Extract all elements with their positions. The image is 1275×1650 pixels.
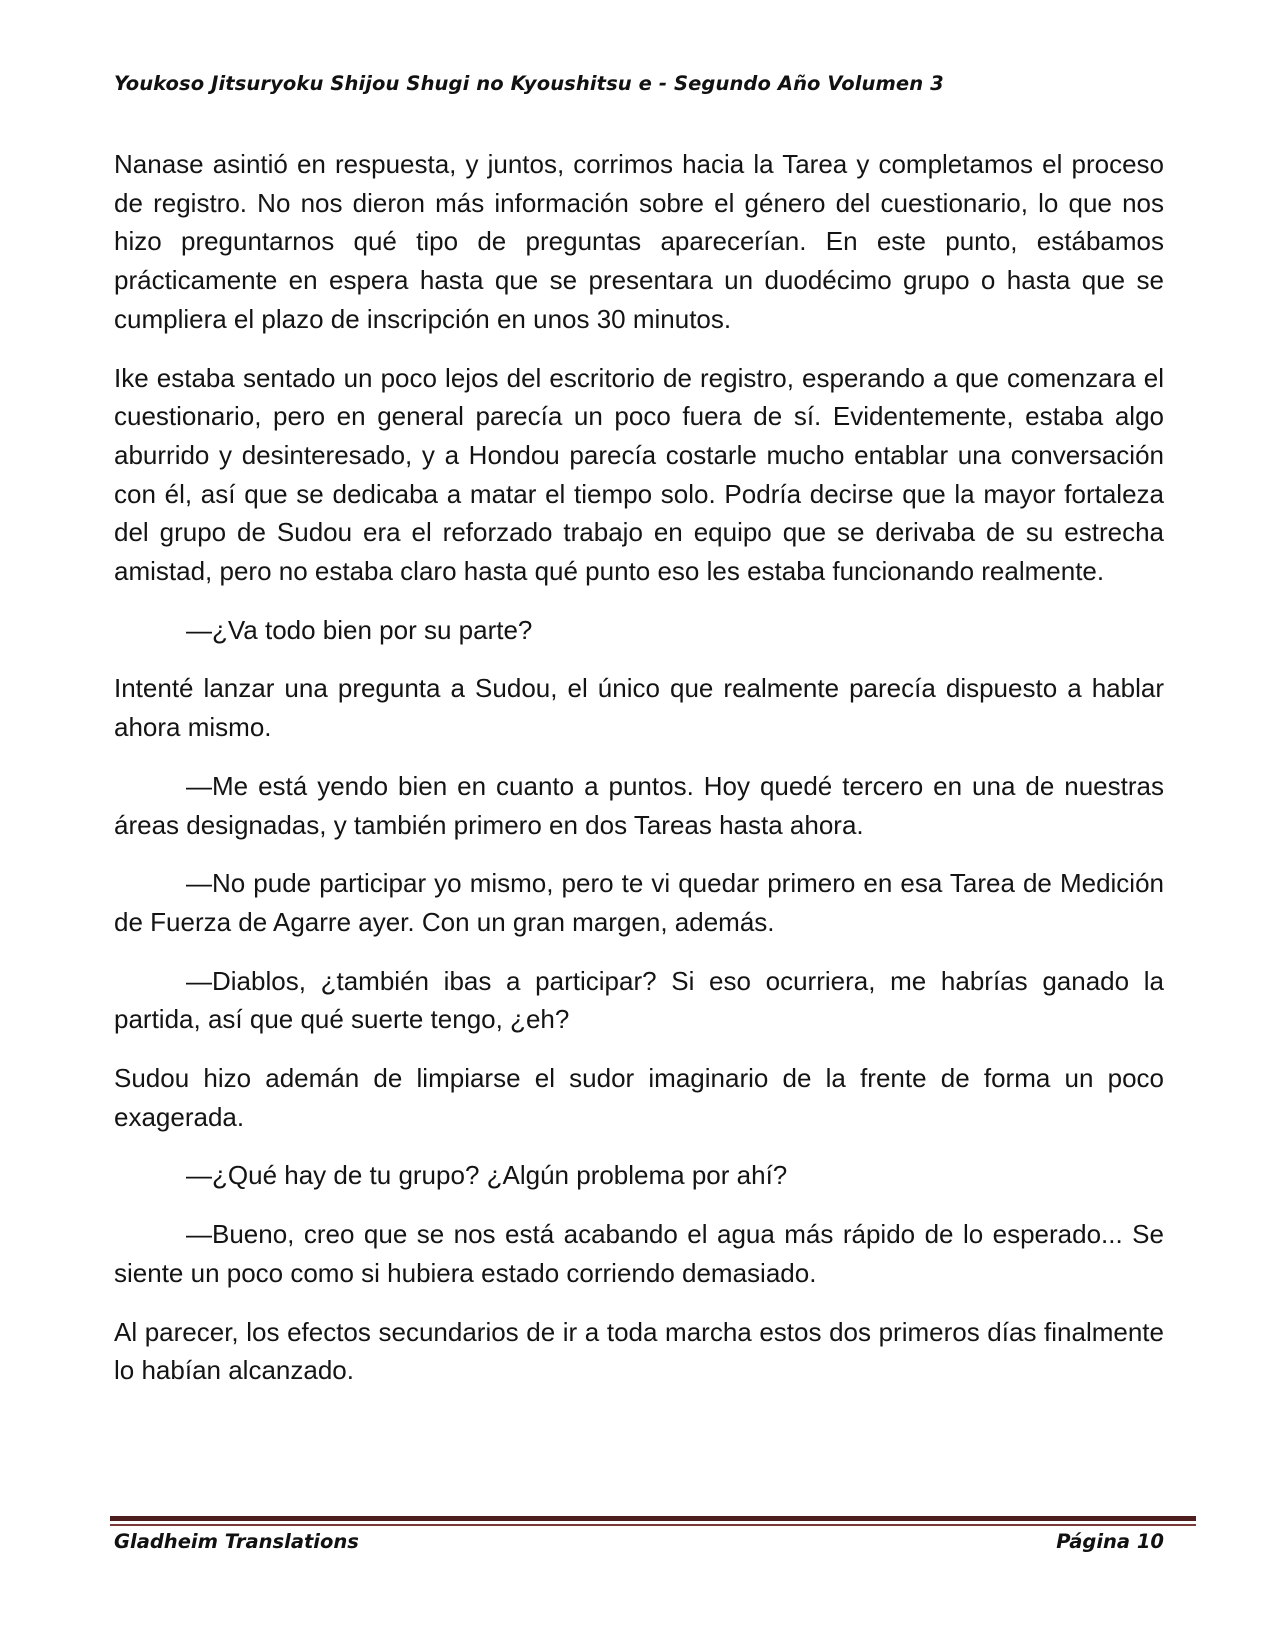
paragraph: Intenté lanzar una pregunta a Sudou, el único que realmente parecía dispuesto a hablar ahora mismo. bbox=[114, 673, 1164, 743]
footer-divider-thin bbox=[110, 1524, 1196, 1526]
dialogue-line: —¿Qué hay de tu grupo? ¿Algún problema por ahí? bbox=[186, 1160, 788, 1191]
dialogue-line: —Diablos, ¿también ibas a participar? Si eso ocurriera, me habrías ganado la partida, así que qué suerte tengo, ¿eh? bbox=[114, 965, 1164, 1035]
translator-credit: Gladheim Translations bbox=[114, 1530, 359, 1553]
page-number: Página 10 bbox=[1056, 1530, 1164, 1553]
paragraph: Al parecer, los efectos secundarios de ir a toda marcha estos dos primeros días finalmente lo habían alcanzado. bbox=[114, 1316, 1164, 1386]
paragraph: Ike estaba sentado un poco lejos del escritorio de registro, esperando a que comenzara el cuestionario, pero en general parecía un poco fuera de sí. Evidentemente, estaba algo aburrido y desinteresado, y a Hondou parecía costarle mucho entablar una conversación con él, así que se dedicaba a matar el tiempo solo. Podría decirse que la mayor fortaleza del grupo de Sudou era el reforzado trabajo en equipo que se derivaba de su estrecha amistad, pero no estaba claro hasta qué punto eso les estaba funcionando realmente. bbox=[114, 362, 1164, 587]
dialogue-line: —No pude participar yo mismo, pero te vi quedar primero en esa Tarea de Medición de Fuerza de Agarre ayer. Con un gran margen, además. bbox=[114, 868, 1164, 937]
dialogue-line: —¿Va todo bien por su parte? bbox=[186, 614, 533, 645]
footer-divider bbox=[110, 1516, 1196, 1521]
dialogue-line: —Bueno, creo que se nos está acabando el agua más rápido de lo esperado... Se siente un poco como si hubiera estado corriendo demasiado. bbox=[114, 1219, 1164, 1288]
paragraph: Nanase asintió en respuesta, y juntos, corrimos hacia la Tarea y completamos el proceso de registro. No nos dieron más información sobre el género del cuestionario, lo que nos hizo preguntarnos qué tipo de preguntas aparecerían. En este punto, estábamos prácticamente en espera hasta que se presentara un duodécimo grupo o hasta que se cumpliera el plazo de inscripción en unos 30 minutos. bbox=[114, 149, 1164, 334]
running-header: Youkoso Jitsuryoku Shijou Shugi no Kyoushitsu e - Segundo Año Volumen 3 bbox=[114, 72, 944, 95]
paragraph: Sudou hizo ademán de limpiarse el sudor imaginario de la frente de forma un poco exagerada. bbox=[114, 1063, 1164, 1132]
dialogue-line: —Me está yendo bien en cuanto a puntos. Hoy quedé tercero en una de nuestras áreas designadas, y también primero en dos Tareas hasta ahora. bbox=[114, 770, 1164, 840]
body-text bbox=[114, 145, 1164, 1410]
